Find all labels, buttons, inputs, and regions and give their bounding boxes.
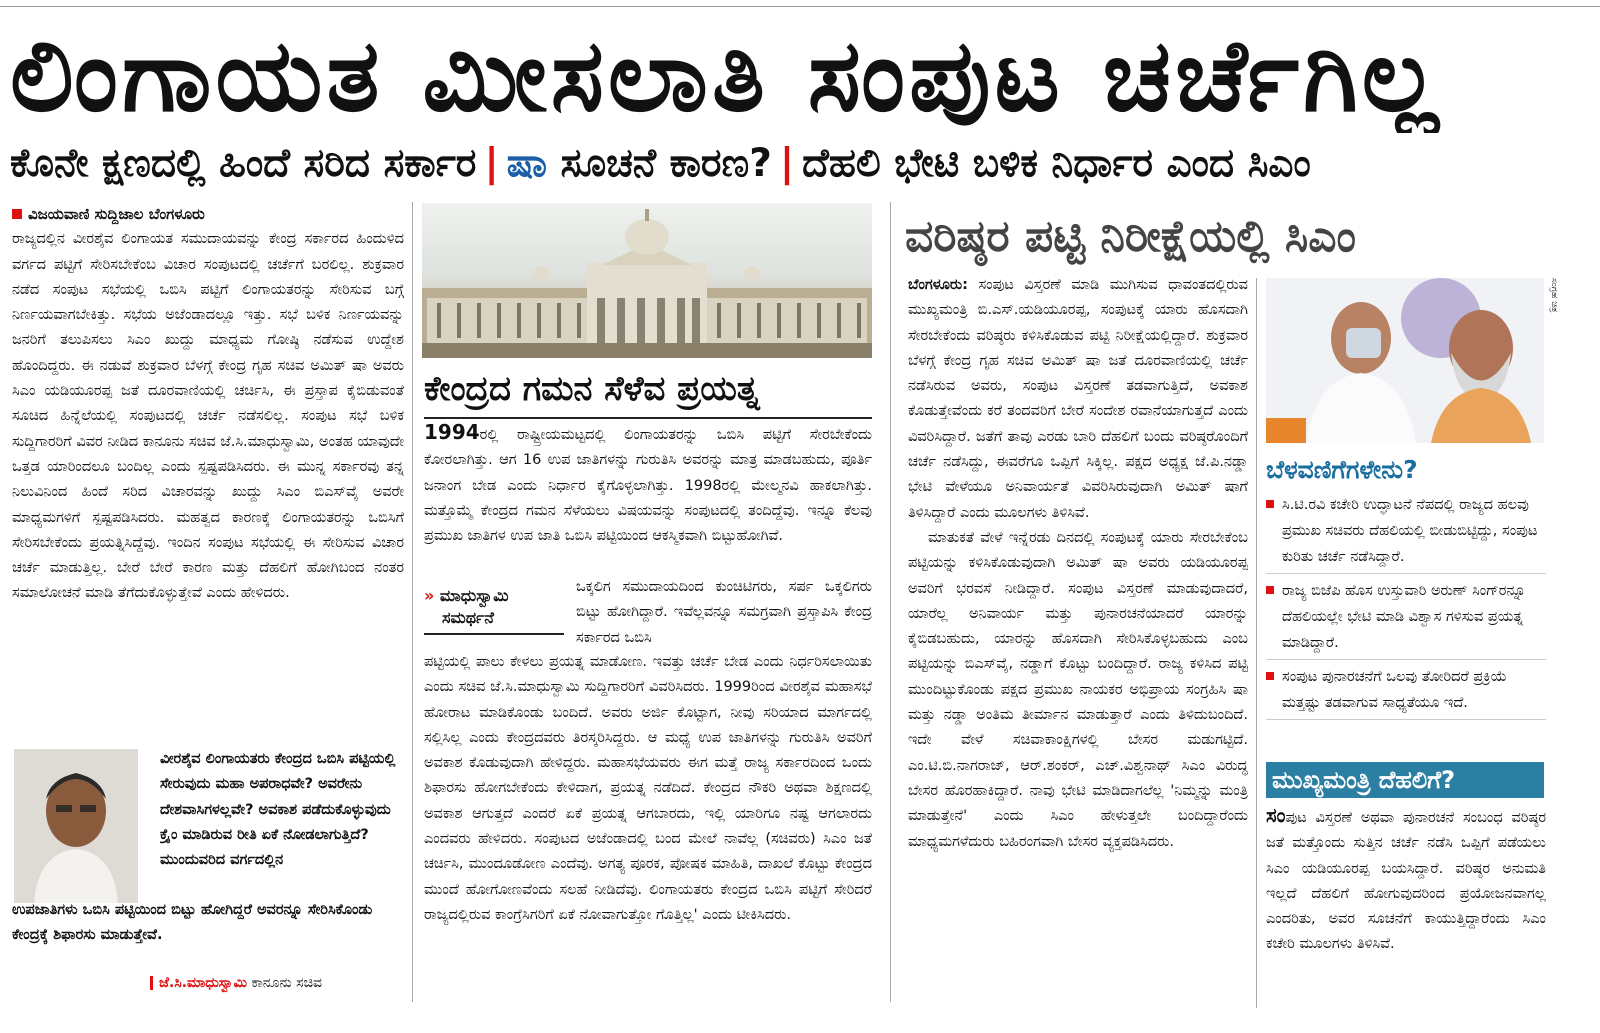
article-col2-wrap: ಒಕ್ಕಲಿಗ ಸಮುದಾಯದಿಂದ ಕುಂಚಿಟಿಗರು, ಸರ್ಪ ಒಕ್ಕಲಿಗರು ಬಿಟ್ಟು ಹೋಗಿದ್ದಾರೆ. ಇವೆಲ್ಲವನ್ನೂ ಸಮಗ್ರವಾಗಿ ಪ್ರಸ್ತಾಪಿಸಿ ಕೇಂದ್ರ ಸರ್ಕಾರದ ಒಬಿಸಿ [576, 579, 872, 645]
column-divider [890, 202, 891, 1002]
square-bullet-icon [1266, 672, 1274, 680]
drop-cap-year: 1994 [424, 420, 480, 444]
photo-credit: ಸಂಗ್ರಹ ಚಿತ್ರ [1549, 278, 1559, 313]
deck-separator-2: | [779, 141, 795, 186]
main-headline: ಲಿಂಗಾಯತ ಮೀಸಲಾತಿ ಸಂಪುಟ ಚರ್ಚೆಗಿಲ್ಲ [10, 18, 1443, 133]
chevron-right-icon: » [424, 586, 435, 605]
lead-story-body: ರಾಜ್ಯದಲ್ಲಿನ ವೀರಶೈವ ಲಿಂಗಾಯತ ಸಮುದಾಯವನ್ನು ಕೇಂದ್ರ ಸರ್ಕಾರದ ಹಿಂದುಳಿದ ವರ್ಗದ ಪಟ್ಟಿಗೆ ಸೇರಿಸಬೇಕೆಂಬ ವಿಚಾರ ಸಂಪುಟದಲ್ಲಿ ಚರ್ಚೆಗೆ ಬರಲಿಲ್ಲ. ಶುಕ್ರವಾರ ನಡೆದ ಸಂಪುಟ ಸಭೆಯಲ್ಲಿ ಒಬಿಸಿ ಪಟ್ಟಿಗೆ ಲಿಂಗಾಯತರನ್ನು ಸೇರಿಸುವ ಬಗ್ಗೆ ನಿರ್ಣಯವಾಗಬೇಕಿತ್ತು. ಸಭೆಯ ಅಜೆಂಡಾದಲ್ಲೂ ಇತ್ತು. ಸಭೆ ಬಳಿಕ ನಿರ್ಣಯವನ್ನು ಜನರಿಗೆ ತಲುಪಿಸಲು ಸಿಎಂ ಖುದ್ದು ಮಾಧ್ಯಮ ಗೋಷ್ಠಿ ನಡೆಸುವ ಉದ್ದೇಶ ಹೊಂದಿದ್ದರು. ಈ ನಡುವೆ ಶುಕ್ರವಾರ ಬೆಳಗ್ಗೆ ಕೇಂದ್ರ ಗೃಹ ಸಚಿವ ಅಮಿತ್ ಷಾ ಅವರು ಸಿಎಂ ಯಡಿಯೂರಪ್ಪ ಜತೆ ದೂರವಾಣಿಯಲ್ಲಿ ಚರ್ಚಿಸಿ, ಈ ಪ್ರಸ್ತಾಪ ಕೈಬಿಡುವಂತೆ ಸೂಚಿದ ಹಿನ್ನೆಲೆಯಲ್ಲಿ ಸಂಪುಟದಲ್ಲಿ ಚರ್ಚೆ ನಡೆಸಲಿಲ್ಲ. ಸಂಪುಟ ಸಭೆ ಬಳಿಕ ಸುದ್ದಿಗಾರರಿಗೆ ವಿವರ ನೀಡಿದ ಕಾನೂನು ಸಚಿವ ಜೆ.ಸಿ.ಮಾಧುಸ್ವಾಮಿ, ಅಂತಹ ಯಾವುದೇ ಒತ್ತಡ ಯಾರಿಂದಲೂ ಬಂದಿಲ್ಲ ಎಂದು ಸ್ಪಷ್ಟಪಡಿಸಿದರು. ಈ ಮುನ್ನ ಸರ್ಕಾರವು ತನ್ನ ನಿಲುವಿನಿಂದ ಹಿಂದೆ ಸರಿದ ವಿಚಾರವನ್ನು ಖುದ್ದು ಸಿಎಂ ಬಿಎಸ್‌ವೈ ಅವರೇ ಮಾಧ್ಯಮಗಳಿಗೆ ಸ್ಪಷ್ಟಪಡಿಸಿದರು. ಮಹತ್ವದ ಕಾರಣಕ್ಕೆ ಲಿಂಗಾಯತರನ್ನು ಒಬಿಸಿಗೆ ಸೇರಿಸಬೇಕೆಂದು ಪ್ರಯತ್ನಿಸಿದ್ದೆವು. ಇಂದಿನ ಸಂಪುಟ ಸಭೆಯಲ್ಲಿ ಈ ಸೇರಿಸುವ ವಿಚಾರ ಚರ್ಚೆ ಮಾಡುತ್ತಿಲ್ಲ. ಬೇರೆ ಬೇರೆ ಕಾರಣ ಮತ್ತು ದೆಹಲಿಗೆ ಹೋಗಿಬಂದ ನಂತರ ಸಮಾಲೋಚನೆ ಮಾಡಿ ತೆಗೆದುಕೊಳ್ಳುತ್ತೇವೆ ಎಂದು ಹೇಳಿದರು. [12, 231, 404, 602]
column-divider [1256, 278, 1257, 1008]
red-bar-icon [150, 976, 153, 990]
quote-attribution [150, 975, 400, 997]
article-col2-bottom: ಪಟ್ಟಿಯಲ್ಲಿ ಪಾಲು ಕೇಳಲು ಪ್ರಯತ್ನ ಮಾಡೋಣ. ಇವತ್ತು ಚರ್ಚೆ ಬೇಡ ಎಂದು ನಿರ್ಧರಿಸಲಾಯಿತು ಎಂದು ಸಚಿವ ಜೆ.ಸಿ.ಮಾಧುಸ್ವಾಮಿ ಸುದ್ದಿಗಾರರಿಗೆ ವಿವರಿಸಿದರು. 1999ರಿಂದ ವೀರಶೈವ ಮಹಾಸಭೆ ಹೋರಾಟ ಮಾಡಿಕೊಂಡು ಬಂದಿದೆ. ಅವರು ಅರ್ಜಿ ಕೊಟ್ಟಾಗ, ನೀವು ಸರಿಯಾದ ಮಾರ್ಗದಲ್ಲಿ ಸಲ್ಲಿಸಿಲ್ಲ ಎಂದು ಕೇಂದ್ರದವರು ತಿರಸ್ಕರಿಸಿದ್ದರು. ಆ ಮಧ್ಯೆ ಉಪ ಜಾತಿಗಳನ್ನು ಗುರುತಿಸಿ ಅವರಿಗೆ ಅವಕಾಶ ಕೊಡುವುದಾಗಿ ಹೇಳಿದ್ದರು. ಮಹಾಸಭೆಯವರು ಈಗ ಮತ್ತೆ ರಾಜ್ಯ ಸರ್ಕಾರದಿಂದ ಒಂದು ಶಿಫಾರಸು ಹೋಗಬೇಕೆಂದು ಕೇಳಿದಾಗ, ಪ್ರಯತ್ನ ನಡೆದಿದೆ. ಕೇಂದ್ರದ ನೌಕರಿ ಅಥವಾ ಶಿಕ್ಷಣದಲ್ಲಿ ಅವಕಾಶ ಆಗುತ್ತದೆ ಎಂದರೆ ಏಕೆ ಪ್ರಯತ್ನ ಆಗಬಾರದು, ಇಲ್ಲಿ ಯಾರಿಗೂ ನಷ್ಟ ಆಗಲಾರದು ಎಂದವರು ಹೇಳಿದರು. ಸಂಪುಟದ ಅಜೆಂಡಾದಲ್ಲಿ ಬಂದ ಮೇಲೆ ನಾವೆಲ್ಲ (ಸಚಿವರು) ಸಿಎಂ ಜತೆ ಚರ್ಚಿಸಿ, ಮುಂದೂಡೋಣ ಎಂದೆವು. ಅಗತ್ಯ ಪೂರಕ, ಪೋಷಕ ಮಾಹಿತಿ, ದಾಖಲೆ ಕೊಟ್ಟು ಕೇಂದ್ರದ ಮುಂದೆ ಹೋಗೋಣವೆಂದು ಸಲಹೆ ನೀಡಿದೆವು. ಲಿಂಗಾಯತರು ಕೇಂದ್ರದ ಒಬಿಸಿ ಪಟ್ಟಿಗೆ ಸೇರಿದರೆ ರಾಜ್ಯದಲ್ಲಿರುವ ಕಾಂಗ್ರೆಸಿಗರಿಗೆ ಏಕೆ ನೋವಾಗುತ್ತೋ ಗೊತ್ತಿಲ್ಲ' ಎಂದು ಟೀಕಿಸಿದರು. [424, 654, 872, 923]
section-subhead: ಕೇಂದ್ರದ ಗಮನ ಸೆಳೆವ ಪ್ರಯತ್ನ [424, 362, 872, 419]
deck-part-2-highlight: ಷಾ [506, 141, 547, 186]
square-bullet-icon [1266, 500, 1274, 508]
lead-story-column [12, 202, 404, 742]
article-col2-top: 1994ರಲ್ಲಿ ರಾಷ್ಟ್ರೀಯಮಟ್ಟದಲ್ಲಿ ಲಿಂಗಾಯತರನ್ನು ಒಬಿಸಿ ಪಟ್ಟಿಗೆ ಸೇರಬೇಕೆಂದು ಕೋರಲಾಗಿತ್ತು. ಆಗ 16 ಉಪ ಜಾತಿಗಳನ್ನು ಗುರುತಿಸಿ ಅವರನ್ನು ಮಾತ್ರ ಮಾಡಬಹುದು, ಪೂರ್ತಿ ಜನಾಂಗ ಬೇಡ ಎಂದು ನಿರ್ಧಾರ ಕೈಗೊಳ್ಳಲಾಗಿತ್ತು. 1998ರಲ್ಲಿ ಮೇಲ್ಮನವಿ ಹಾಕಲಾಗಿತ್ತು. ಮತ್ತೊಮ್ಮೆ ಕೇಂದ್ರದ ಗಮನ ಸೆಳೆಯಲು ವಿಷಯವನ್ನು ಸಂಪುಟದಲ್ಲಿ ತಂದಿದ್ದೆವು. ಇನ್ನೂ ಕೆಲವು ಪ್ರಮುಖ ಜಾತಿಗಳ ಉಪ ಜಾತಿ ಒಬಿಸಿ ಪಟ್ಟಿಯಿಂದ ಆಕಸ್ಮಿಕವಾಗಿ ಬಿಟ್ಟುಹೋಗಿವೆ. [424, 420, 872, 545]
cm-delhi-story: ಸಂಪುಟ ವಿಸ್ತರಣೆ ಅಥವಾ ಪುನಾರಚನೆ ಸಂಬಂಧ ವರಿಷ್ಠರ ಜತೆ ಮತ್ತೊಂದು ಸುತ್ತಿನ ಚರ್ಚೆ ನಡೆಸಿ ಒಪ್ಪಿಗೆ ಪಡೆಯಲು ಸಿಎಂ ಯಡಿಯೂರಪ್ಪ ಬಯಸಿದ್ದಾರೆ. ವರಿಷ್ಠರ ಅನುಮತಿ ಇಲ್ಲದೆ ದೆಹಲಿಗೆ ಹೋಗುವುದರಿಂದ ಪ್ರಯೋಜನವಾಗಲ್ಲ ಎಂದರಿತು, ಅವರ ಸೂಚನೆಗೆ ಕಾಯುತ್ತಿದ್ದಾರೆಂದು ಸಿಎಂ ಕಚೇರಿ ಮೂಲಗಳು ತಿಳಿಸಿವೆ. [1266, 803, 1546, 953]
square-bullet-icon [1266, 586, 1274, 594]
top-rule [0, 6, 1600, 7]
deck-part-3: ದೆಹಲಿ ಭೇಟಿ ಬಳಿಕ ನಿರ್ಧಾರ ಎಂದ ಸಿಎಂ [802, 141, 1311, 186]
deck-part-1: ಕೊನೇ ಕ್ಷಣದಲ್ಲಿ ಹಿಂದೆ ಸರಿದ ಸರ್ಕಾರ [10, 141, 477, 186]
attribution-role: ಕಾನೂನು ಸಚಿವ [251, 975, 322, 991]
dateline: ವಿಜಯವಾಣಿ ಸುದ್ದಿಜಾಲ ಬೆಂಗಳೂರು [12, 202, 404, 227]
developments-box-title: ಬೆಳವಣಿಗೆಗಳೇನು? [1266, 455, 1418, 484]
secondary-dateline: ಬೆಂಗಳೂರು: [908, 277, 968, 293]
square-bullet-icon [12, 209, 22, 219]
drop-cap: ಸಂ [1266, 803, 1286, 827]
list-item: ರಾಜ್ಯ ಬಿಜೆಪಿ ಹೊಸ ಉಸ್ತುವಾರಿ ಅರುಣ್ ಸಿಂಗ್‌ರನ್ನೂ ದೆಹಲಿಯಲ್ಲೇ ಭೇಟಿ ಮಾಡಿ ವಿಶ್ವಾಸ ಗಳಿಸುವ ಪ್ರಯತ್ನ ಮಾಡಿದ್ದಾರೆ. [1266, 578, 1546, 660]
vidhana-soudha-photo [422, 203, 872, 358]
deck-separator: | [484, 141, 499, 186]
secondary-story-column: ಬೆಂಗಳೂರು: ಸಂಪುಟ ವಿಸ್ತರಣೆ ಮಾಡಿ ಮುಗಿಸುವ ಧಾವಂತದಲ್ಲಿರುವ ಮುಖ್ಯಮಂತ್ರಿ ಬಿ.ಎಸ್.ಯಡಿಯೂರಪ್ಪ, ಸಂಪುಟಕ್ಕೆ ಯಾರು ಹೊಸದಾಗಿ ಸೇರಬೇಕೆಂದು ವರಿಷ್ಠರು ಕಳಿಸಿಕೊಡುವ ಪಟ್ಟಿ ನಿರೀಕ್ಷೆಯಲ್ಲಿದ್ದಾರೆ. ಶುಕ್ರವಾರ ಬೆಳಗ್ಗೆ ಕೇಂದ್ರ ಗೃಹ ಸಚಿವ ಅಮಿತ್ ಷಾ ಜತೆ ದೂರವಾಣಿಯಲ್ಲಿ ಚರ್ಚೆ ನಡೆಸಿರುವ ಅವರು, ಸಂಪುಟ ವಿಸ್ತರಣೆ ತಡವಾಗುತ್ತಿದೆ, ಅವಕಾಶ ಕೊಡುತ್ತೇವೆಂದು ಕರೆ ತಂದವರಿಗೆ ಬೇರೆ ಸಂದೇಶ ರವಾನೆಯಾಗುತ್ತದೆ ಎಂದು ವಿವರಿಸಿದ್ದಾರೆ. ಜತೆಗೆ ತಾವು ಎರಡು ಬಾರಿ ದೆಹಲಿಗೆ ಬಂದು ವರಿಷ್ಠರೊಂದಿಗೆ ಚರ್ಚೆ ನಡೆಸಿದ್ದು, ಈವರೆಗೂ ಒಪ್ಪಿಗೆ ಸಿಕ್ಕಿಲ್ಲ. ಪಕ್ಷದ ಅಧ್ಯಕ್ಷ ಜೆ.ಪಿ.ನಡ್ಡಾ ಭೇಟಿ ವೇಳೆಯೂ ಅನಿವಾರ್ಯತೆ ವಿವರಿಸಿರುವುದಾಗಿ ಅಮಿತ್ ಷಾಗೆ ತಿಳಿಸಿದ್ದಾರೆ ಎಂದು ಮೂಲಗಳು ತಿಳಿಸಿವೆ. ಮಾತುಕತೆ ವೇಳೆ ಇನ್ನೆರಡು ದಿನದಲ್ಲಿ ಸಂಪುಟಕ್ಕೆ ಯಾರು ಸೇರಬೇಕೆಂಬ ಪಟ್ಟಿಯನ್ನು ಕಳಿಸಿಕೊಡುವುದಾಗಿ ಅಮಿತ್ ಷಾ ಅವರು ಯಡಿಯೂರಪ್ಪ ಅವರಿಗೆ ಭರವಸೆ ನೀಡಿದ್ದಾರೆ. ಸಂಪುಟ ವಿಸ್ತರಣೆ ಮಾಡುವುದಾದರೆ, ಯಾರೆಲ್ಲ ಅನಿವಾರ್ಯ ಮತ್ತು ಪುನಾರಚನೆಯಾದರೆ ಯಾರನ್ನು ಕೈಬಿಡಬಹುದು, ಯಾರನ್ನು ಹೊಸದಾಗಿ ಸೇರಿಸಿಕೊಳ್ಳಬಹುದು ಎಂಬ ಪಟ್ಟಿಯನ್ನು ಬಿಎಸ್‌ವೈ, ನಡ್ಡಾಗೆ ಕೊಟ್ಟು ಬಂದಿದ್ದಾರೆ. ರಾಜ್ಯ ಕಳಿಸಿದ ಪಟ್ಟಿ ಮುಂದಿಟ್ಟುಕೊಂಡು ಪಕ್ಷದ ಪ್ರಮುಖ ನಾಯಕರ ಅಭಿಪ್ರಾಯ ಸಂಗ್ರಹಿಸಿ ಷಾ ಮತ್ತು ನಡ್ಡಾ ಅಂತಿಮ ತೀರ್ಮಾನ ಮಾಡುತ್ತಾರೆ ಎಂದು ತಿಳಿದುಬಂದಿದೆ. ಇದೇ ವೇಳೆ ಸಚಿವಾಕಾಂಕ್ಷಿಗಳಲ್ಲಿ ಬೇಸರ ಮಡುಗಟ್ಟಿದೆ. ಎಂ.ಟಿ.ಬಿ.ನಾಗರಾಜ್, ಆರ್.ಶಂಕರ್, ಎಚ್.ವಿಶ್ವನಾಥ್ ಸಿಎಂ ವಿರುದ್ಧ ಬೇಸರ ಹೊರಹಾಕಿದ್ದಾರೆ. ನಾವು ಭೇಟಿ ಮಾಡಿದಾಗಲೆಲ್ಲ 'ನಿಮ್ಮನ್ನು ಮಂತ್ರಿ ಮಾಡುತ್ತೇನೆ' ಎಂದು ಸಿಎಂ ಹೇಳುತ್ತಲೇ ಬಂದಿದ್ದಾರೆಂದು ಮಾಧ್ಯಮಗಳೆದುರು ಬಹಿರಂಗವಾಗಿ ಬೇಸರ ವ್ಯಕ್ತಪಡಿಸಿದರು. [908, 277, 1248, 850]
pull-quote-underline [424, 633, 564, 635]
pull-quote-text: ವೀರಶೈವ ಲಿಂಗಾಯತರು ಕೇಂದ್ರದ ಒಬಿಸಿ ಪಟ್ಟಿಯಲ್ಲಿ ಸೇರುವುದು ಮಹಾ ಅಪರಾಧವೇ? ಅವರೇನು ದೇಶವಾಸಿಗಳಲ್ಲವೇ? ಅವಕಾಶ ಪಡೆದುಕೊಳ್ಳುವುದು ಕ್ರೈಂ ಮಾಡಿರುವ ರೀತಿ ಏಕೆ ನೋಡಲಾಗುತ್ತಿದೆ? ಮುಂದುವರಿದ ವರ್ಗದಲ್ಲಿನ [160, 751, 396, 869]
bsy-amit-shah-photo [1266, 278, 1544, 443]
list-item: ಸಂಪುಟ ಪುನಾರಚನೆಗೆ ಒಲವು ತೋರಿದರೆ ಪ್ರಕ್ರಿಯೆ ಮತ್ತಷ್ಟು ತಡವಾಗುವ ಸಾಧ್ಯತೆಯೂ ಇದೆ. [1266, 664, 1546, 720]
sub-deck [10, 138, 1595, 190]
column-divider [412, 202, 413, 1002]
minister-portrait [14, 749, 138, 903]
list-item: ಸಿ.ಟಿ.ರವಿ ಕಚೇರಿ ಉದ್ಘಾಟನೆ ನೆಪದಲ್ಲಿ ರಾಜ್ಯದ ಹಲವು ಪ್ರಮುಖ ಸಚಿವರು ದೆಹಲಿಯಲ್ಲಿ ಬೀಡುಬಿಟ್ಟಿದ್ದು, ಸಂಪುಟ ಕುರಿತು ಚರ್ಚೆ ನಡೆಸಿದ್ದಾರೆ. [1266, 492, 1546, 574]
madhuswamy-pull-quote: » ಮಾಧುಸ್ವಾಮಿ ಸಮರ್ಥನೆ [424, 585, 564, 637]
secondary-headline: ವರಿಷ್ಠರ ಪಟ್ಟಿ ನಿರೀಕ್ಷೆಯಲ್ಲಿ ಸಿಎಂ [905, 211, 1356, 262]
attribution-name: ಜೆ.ಸಿ.ಮಾಧುಸ್ವಾಮಿ [159, 975, 248, 991]
pull-quote-continued: ಉಪಜಾತಿಗಳು ಒಬಿಸಿ ಪಟ್ಟಿಯಿಂದ ಬಿಟ್ಟು ಹೋಗಿದ್ದರೆ ಅವರನ್ನೂ ಸೇರಿಸಿಕೊಂಡು ಕೇಂದ್ರಕ್ಕೆ ಶಿಫಾರಸು ಮಾಡುತ್ತೇವೆ. [12, 902, 373, 944]
developments-list [1266, 492, 1546, 757]
deck-part-2: ಸೂಚನೆ ಕಾರಣ? [560, 141, 772, 186]
cm-delhi-box-title: ಮುಖ್ಯಮಂತ್ರಿ ದೆಹಲಿಗೆ? [1266, 762, 1544, 798]
